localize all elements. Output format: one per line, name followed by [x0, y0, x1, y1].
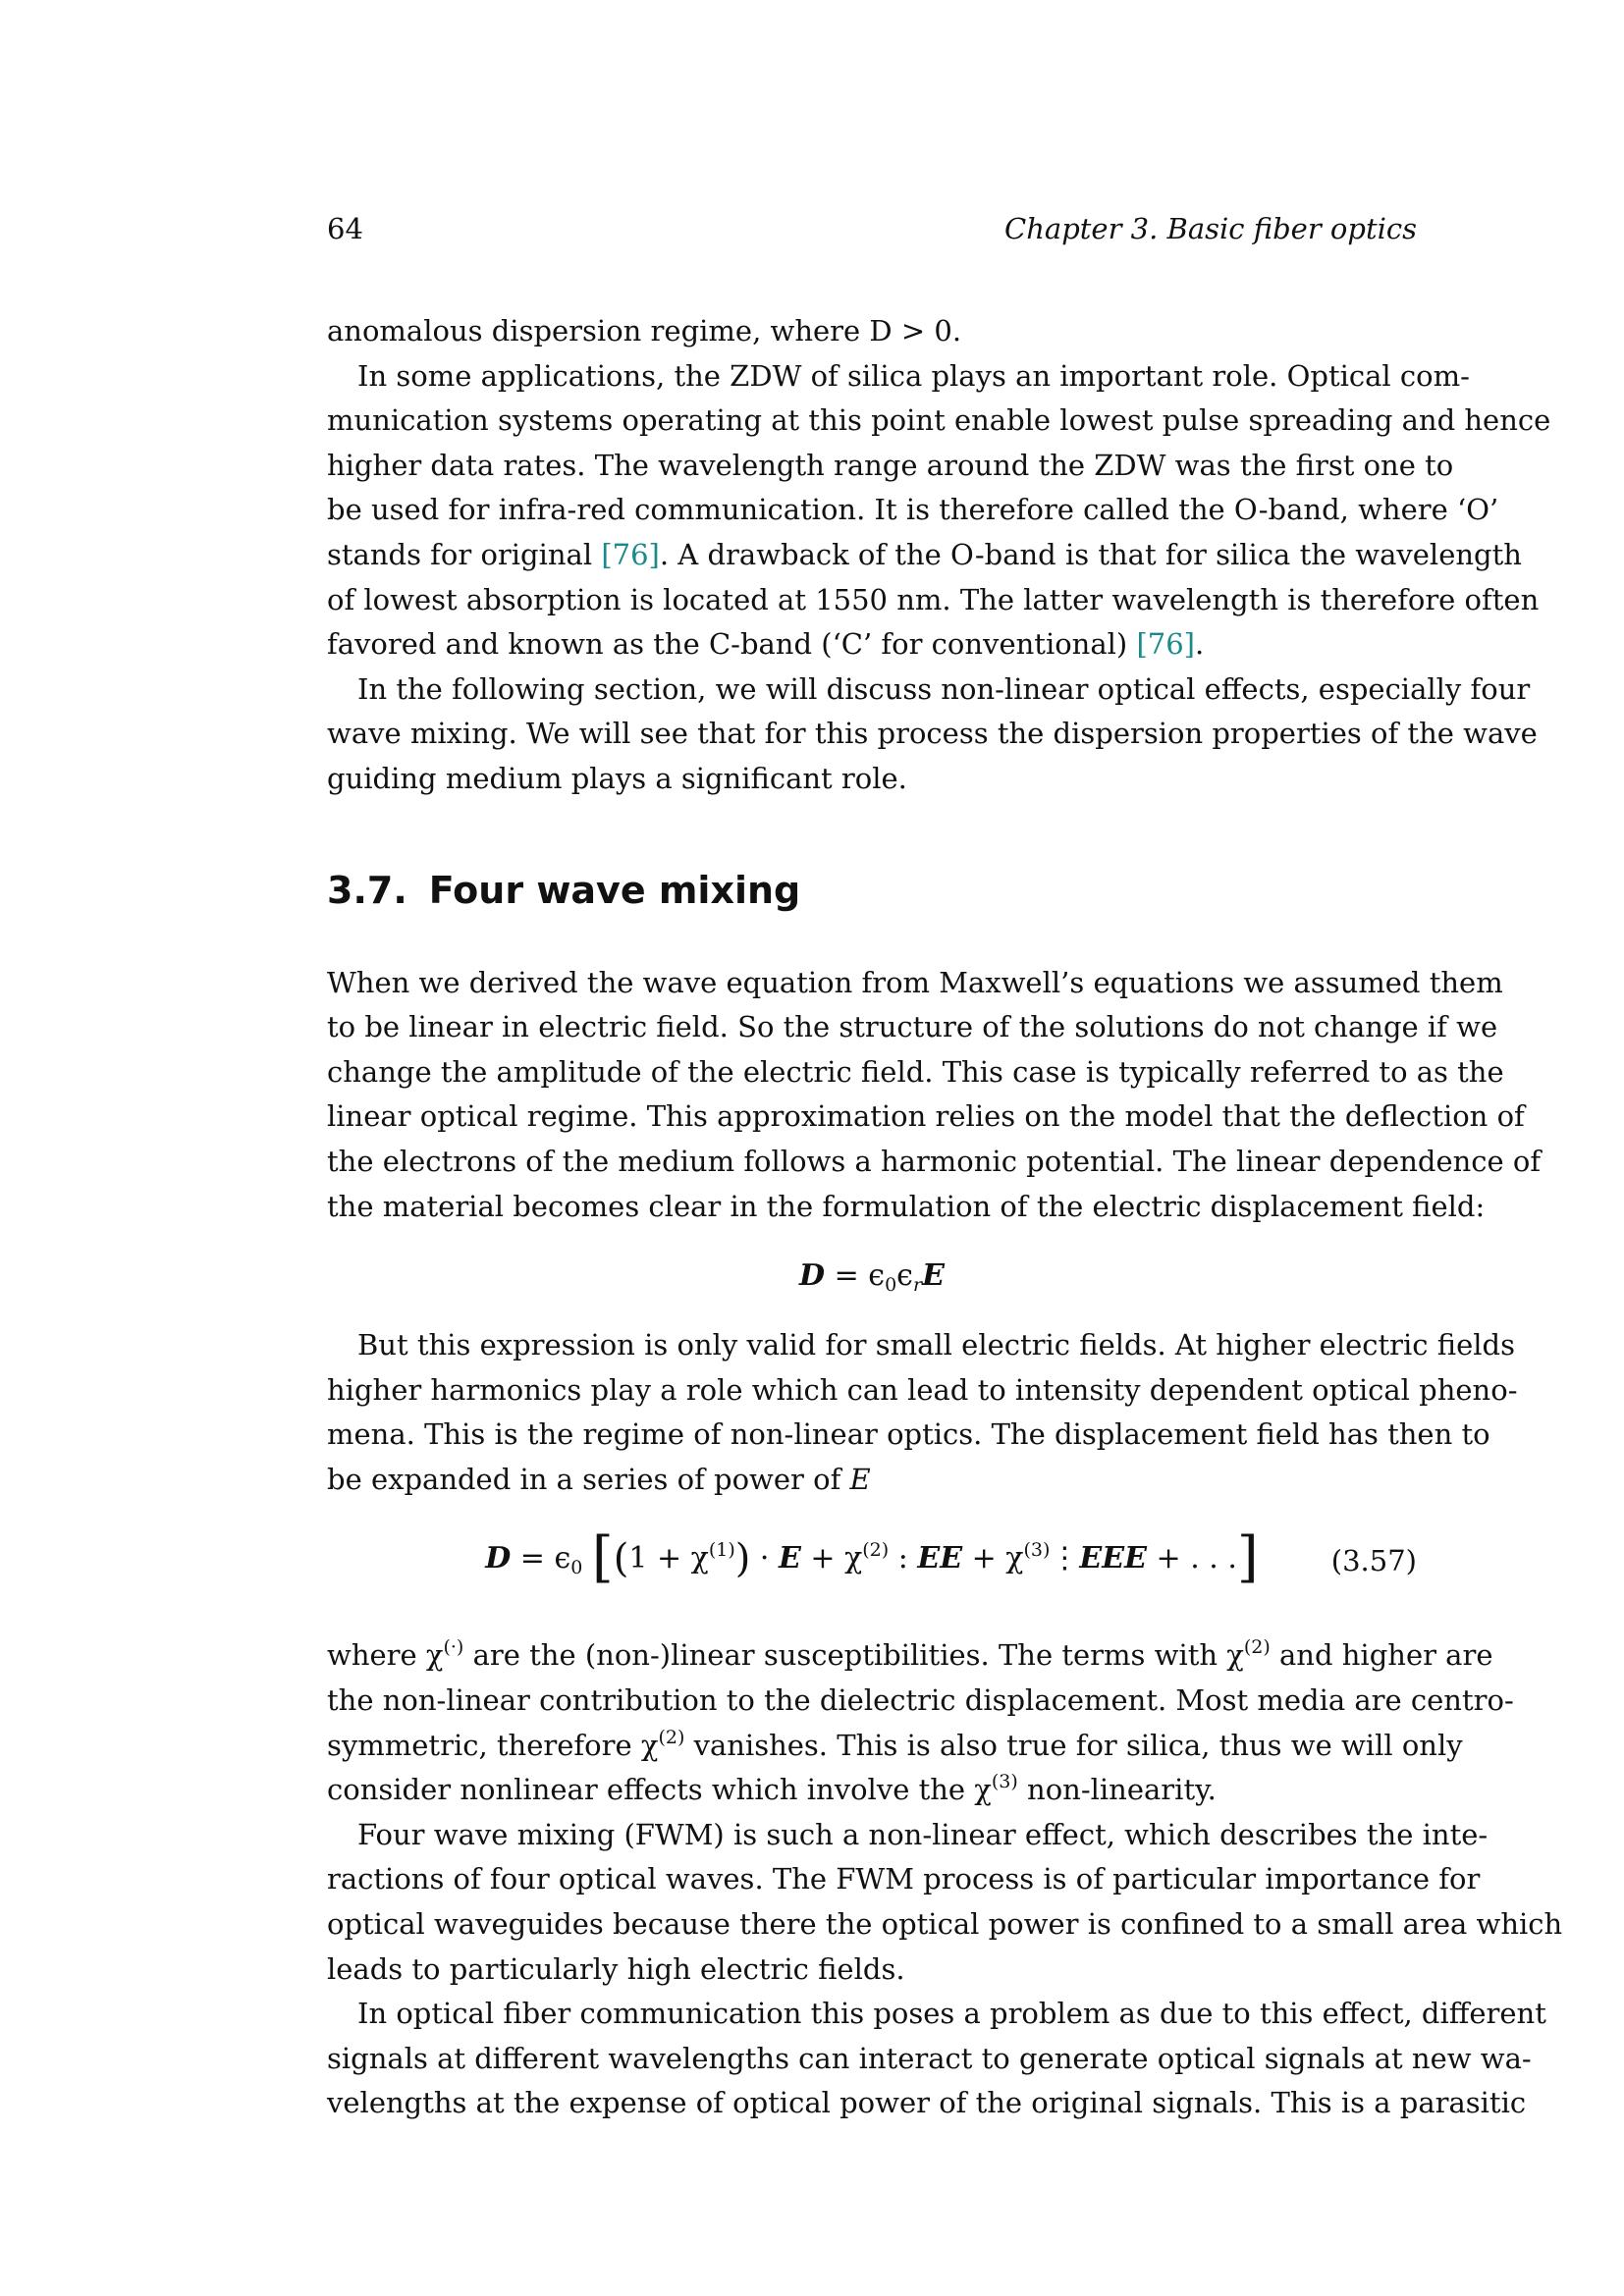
- text-fragment: consider nonlinear effects which involve the χ: [327, 1773, 992, 1807]
- text-line: higher data rates. The wavelength range around the ZDW was the first one to: [327, 448, 1454, 482]
- math-superscript: (2): [862, 1539, 890, 1562]
- math-superscript: (1): [708, 1539, 735, 1562]
- math-symbol: E: [778, 1541, 801, 1576]
- text-fragment: .: [1194, 627, 1205, 662]
- right-bracket: ]: [1236, 1525, 1259, 1590]
- section-number: 3.7.: [327, 868, 407, 912]
- text-fragment: favored and known as the C-band (‘C’ for conventional): [327, 627, 1137, 662]
- text-line: anomalous dispersion regime, where D > 0.: [327, 314, 962, 347]
- text-line: of lowest absorption is located at 1550 nm. The latter wavelength is therefore often: [327, 582, 1540, 616]
- paragraph-susceptibility: [327, 1633, 1514, 1812]
- math-symbol: 1 + χ: [628, 1541, 709, 1576]
- math-symbol: + χ: [962, 1541, 1024, 1576]
- text-line: [327, 622, 1417, 667]
- math-subscript: r: [912, 1274, 923, 1297]
- citation-link[interactable]: [76]: [601, 537, 660, 571]
- math-subscript: 0: [570, 1557, 583, 1579]
- math-symbol: D: [799, 1258, 826, 1294]
- text-line: guiding medium plays a significant role.: [327, 761, 907, 795]
- paragraph-nonlinear: [327, 1323, 1518, 1502]
- text-line: the material becomes clear in the formulation of the electric displacement field:: [327, 1189, 1486, 1223]
- text-line: When we derived the wave equation from Maxwell’s equations we assumed them: [327, 965, 1503, 999]
- math-symbol: EE: [917, 1541, 963, 1576]
- body-text: [327, 309, 1563, 2126]
- math-superscript: (2): [1243, 1636, 1271, 1659]
- text-line: [327, 1724, 1463, 1769]
- math-symbol: ϵ: [896, 1258, 913, 1294]
- text-line: munication systems operating at this point enable lowest pulse spreading and hence: [327, 403, 1551, 438]
- text-line: But this expression is only valid for small electric fields. At higher electric fields: [357, 1328, 1515, 1362]
- text-line: linear optical regime. This approximation relies on the model that the deflection of: [327, 1099, 1525, 1134]
- text-fragment: stands for original: [327, 537, 602, 571]
- page-number: 64: [327, 212, 363, 245]
- equation-3-57: [327, 1510, 1417, 1626]
- left-bracket: [: [591, 1525, 614, 1590]
- text-line: the non-linear contribution to the dielectric displacement. Most media are centro-: [327, 1683, 1514, 1718]
- text-line: to be linear in electric field. So the structure of the solutions do not change if we: [327, 1010, 1498, 1044]
- text-line: [327, 1768, 1417, 1813]
- math-superscript: (3): [1023, 1539, 1051, 1562]
- math-symbol: + . . .: [1147, 1541, 1237, 1576]
- text-fragment: vanishes. This is also true for silica, thus we will only: [684, 1728, 1463, 1762]
- math-symbol: :: [889, 1541, 918, 1576]
- text-line: ractions of four optical waves. The FWM process is of particular importance for: [327, 1862, 1481, 1896]
- equation-body: [327, 1525, 1417, 1590]
- math-subscript: 0: [885, 1274, 897, 1297]
- running-head: [327, 212, 1417, 255]
- text-line: mena. This is the regime of non-linear optics. The displacement field has then to: [327, 1417, 1490, 1452]
- paragraph-next-section: [327, 667, 1538, 802]
- text-line: wave mixing. We will see that for this process the dispersion properties of the wave: [327, 717, 1538, 751]
- math-symbol: = ϵ: [511, 1541, 571, 1576]
- paragraph-zdw: [327, 354, 1551, 667]
- math-superscript: (·): [443, 1636, 464, 1659]
- math-symbol: E: [849, 1462, 871, 1496]
- math-superscript: (2): [658, 1726, 685, 1748]
- math-symbol: EEE: [1079, 1541, 1148, 1576]
- math-symbol: ·: [750, 1541, 779, 1576]
- equation-displacement: [327, 1229, 1417, 1323]
- text-line: change the amplitude of the electric field. This case is typically referred to as the: [327, 1054, 1504, 1089]
- chapter-title: Chapter 3. Basic fiber optics: [1004, 212, 1417, 245]
- text-line: [327, 1633, 1493, 1679]
- math-superscript: (3): [991, 1771, 1018, 1793]
- text-line: [327, 533, 1522, 578]
- paragraph-fwm: [327, 1813, 1563, 1992]
- paragraph-communication: [327, 1992, 1546, 2126]
- text-line: the electrons of the medium follows a harmonic potential. The linear dependence of: [327, 1144, 1542, 1178]
- text-fragment: symmetric, therefore χ: [327, 1728, 659, 1762]
- text-line: higher harmonics play a role which can lead to intensity dependent optical pheno-: [327, 1372, 1518, 1407]
- text-line: [327, 1458, 1417, 1503]
- text-line: be used for infra-red communication. It is therefore called the O-band, where ‘O’: [327, 493, 1499, 527]
- text-fragment: where χ: [327, 1638, 444, 1673]
- text-line: velengths at the expense of optical power of the original signals. This is a parasitic: [327, 2086, 1527, 2120]
- section-title: Four wave mixing: [428, 868, 801, 912]
- text-line: leads to particularly high electric fields.: [327, 1951, 905, 1986]
- math-symbol: + χ: [800, 1541, 863, 1576]
- text-line: In the following section, we will discuss non-linear optical effects, especially four: [357, 671, 1531, 706]
- text-fragment: be expanded in a series of power of: [327, 1462, 850, 1496]
- left-paren: (: [613, 1536, 629, 1582]
- equation-number: (3.57): [1330, 1544, 1417, 1578]
- text-line: In some applications, the ZDW of silica plays an important role. Optical com-: [357, 358, 1470, 393]
- text-line: Four wave mixing (FWM) is such a non-linear effect, which describes the inte-: [357, 1817, 1489, 1851]
- paragraph-linear: [327, 961, 1542, 1230]
- text-fragment: and higher are: [1270, 1638, 1493, 1673]
- text-line: signals at different wavelengths can interact to generate optical signals at new wa-: [327, 2041, 1532, 2075]
- right-paren: ): [734, 1536, 751, 1582]
- section-heading: [327, 855, 1417, 926]
- text-fragment: are the (non-)linear susceptibilities. The terms with χ: [463, 1638, 1244, 1673]
- text-fragment: non-linearity.: [1017, 1773, 1217, 1807]
- text-fragment: . A drawback of the O-band is that for silica the wavelength: [659, 537, 1522, 571]
- math-symbol: = ϵ: [825, 1258, 886, 1294]
- text-line: optical waveguides because there the optical power is confined to a small area which: [327, 1907, 1563, 1942]
- math-symbol: ⋮: [1050, 1541, 1080, 1576]
- math-symbol: E: [922, 1258, 945, 1294]
- math-symbol: D: [485, 1541, 512, 1576]
- citation-link[interactable]: [76]: [1136, 627, 1195, 662]
- text-line: In optical fiber communication this poses a problem as due to this effect, different: [357, 1997, 1546, 2031]
